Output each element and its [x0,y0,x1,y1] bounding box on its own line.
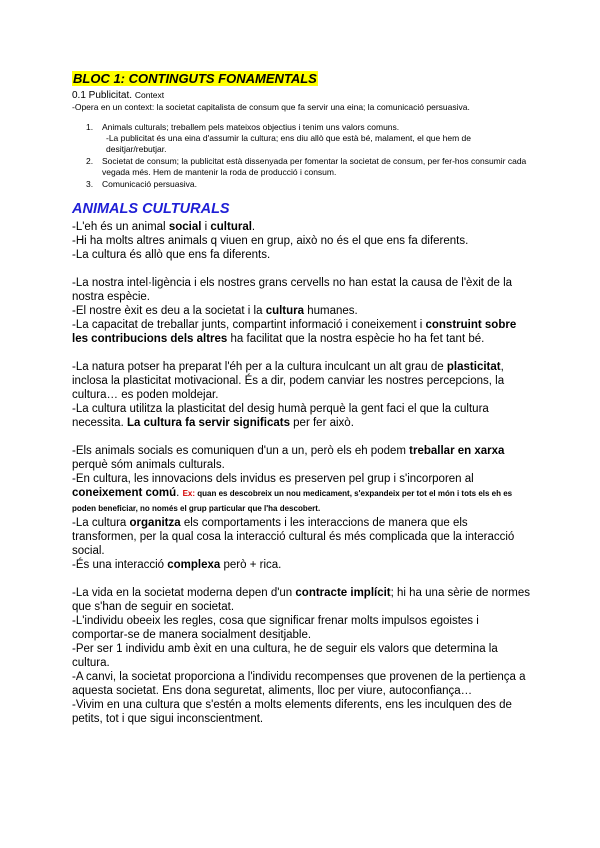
paragraph: -En cultura, les innovacions dels invidus es preserven pel grup i s'incorporen al coneixement comú. Ex: quan es descobreix un nou medicament, s'expandeix per tot el món i tots els eh es poden beneficiar, no només el grup particular que l'ha descobert. [72,473,513,513]
list-text: Comunicació persuasiva. [102,179,197,189]
paragraph: -L'individu obeeix les regles, cosa que significar frenar molts impulsos egoistes i comportar-se de manera socialment desitjable. [72,615,479,641]
subsection-title: 0.1 Publicitat. [72,90,133,101]
example-label: Ex: [182,489,196,498]
paragraph: -Vivim en una cultura que s'estén a molts elements diferents, ens les inculquen des de petits, tot i que sigui inconscientment. [72,699,512,725]
subsection-heading [72,89,530,102]
example-text: quan es descobreix un nou medicament, s'expandeix per tot el món i tots els eh es poden beneficiar, no només el grup particular que l'ha descobert. [72,489,513,513]
paragraph: -L'eh és un animal social i cultural. [72,221,256,233]
bloc-title: BLOC 1: CONTINGUTS FONAMENTALS [73,71,317,86]
list-text: Animals culturals; treballem pels mateixos objectius i tenim uns valors comuns. [102,122,400,132]
paragraph: -És una interacció complexa però + rica. [72,559,282,571]
paragraph: -La nostra intel·ligència i els nostres grans cervells no han estat la causa de l'èxit de la nostra espècie. [72,277,513,303]
paragraph: -A canvi, la societat proporciona a l'individu recompenses que provenen de la pertiença a aquesta societat. Ens dona seguretat, aliments, lloc per viure, autoconfiança… [72,671,526,697]
numbered-list [72,122,530,190]
list-number: 1. [86,122,94,132]
paragraph: -Per ser 1 individu amb èxit en una cultura, he de seguir els valors que determina la cultura. [72,643,498,669]
list-number: 2. [86,156,94,166]
paragraph: -El nostre èxit es deu a la societat i la cultura humanes. [72,305,358,317]
paragraph: -La capacitat de treballar junts, compartint informació i coneixement i construint sobre les contribucions dels altres ha facilitat que la nostra espècie ho ha fet tant bé. [72,319,517,345]
intro-text: -Opera en un context: la societat capitalista de consum que fa servir una eina; la comunicació persuasiva. [72,102,470,112]
list-note: -La publicitat és una eina d'assumir la cultura; ens diu allò que està bé, malament, el que hem de desitjar/rebutjar. [106,133,471,154]
document-page [72,70,530,726]
list-text: Societat de consum; la publicitat està dissenyada per fomentar la societat de consum, per fer-hos consumir cada vegada més. Hem de mantenir la roda de producció i consum. [102,156,527,177]
section-title: ANIMALS CULTURALS [72,201,230,217]
paragraph: -La cultura és allò que ens fa diferents. [72,249,271,261]
subsection-context: Context [134,90,165,100]
paragraph: -La cultura organitza els comportaments i les interaccions de manera que els transformen, per la qual cosa la interacció cultural és més complicada que la interacció social. [72,517,515,557]
list-item [72,179,530,190]
list-number: 3. [86,179,94,189]
list-item [72,122,530,155]
paragraph: -La cultura utilitza la plasticitat del desig humà perquè la gent faci el que la cultura necessita. La cultura fa servir significats per fer això. [72,403,489,429]
paragraph: -La vida en la societat moderna depen d'un contracte implícit; hi ha una sèrie de normes que s'han de seguir en societat. [72,587,530,613]
paragraph: -La natura potser ha preparat l'éh per a la cultura inculcant un alt grau de plasticitat, inclosa la plasticitat motivacional. És a dir, podem canviar les nostres percepcions, la cultura… es poden moldejar. [72,361,505,401]
paragraph: -Els animals socials es comuniquen d'un a un, però els eh podem treballar en xarxa perquè sóm animals culturals. [72,445,505,471]
paragraph: -Hi ha molts altres animals q viuen en grup, això no és el que ens fa diferents. [72,235,469,247]
list-item [72,156,530,178]
